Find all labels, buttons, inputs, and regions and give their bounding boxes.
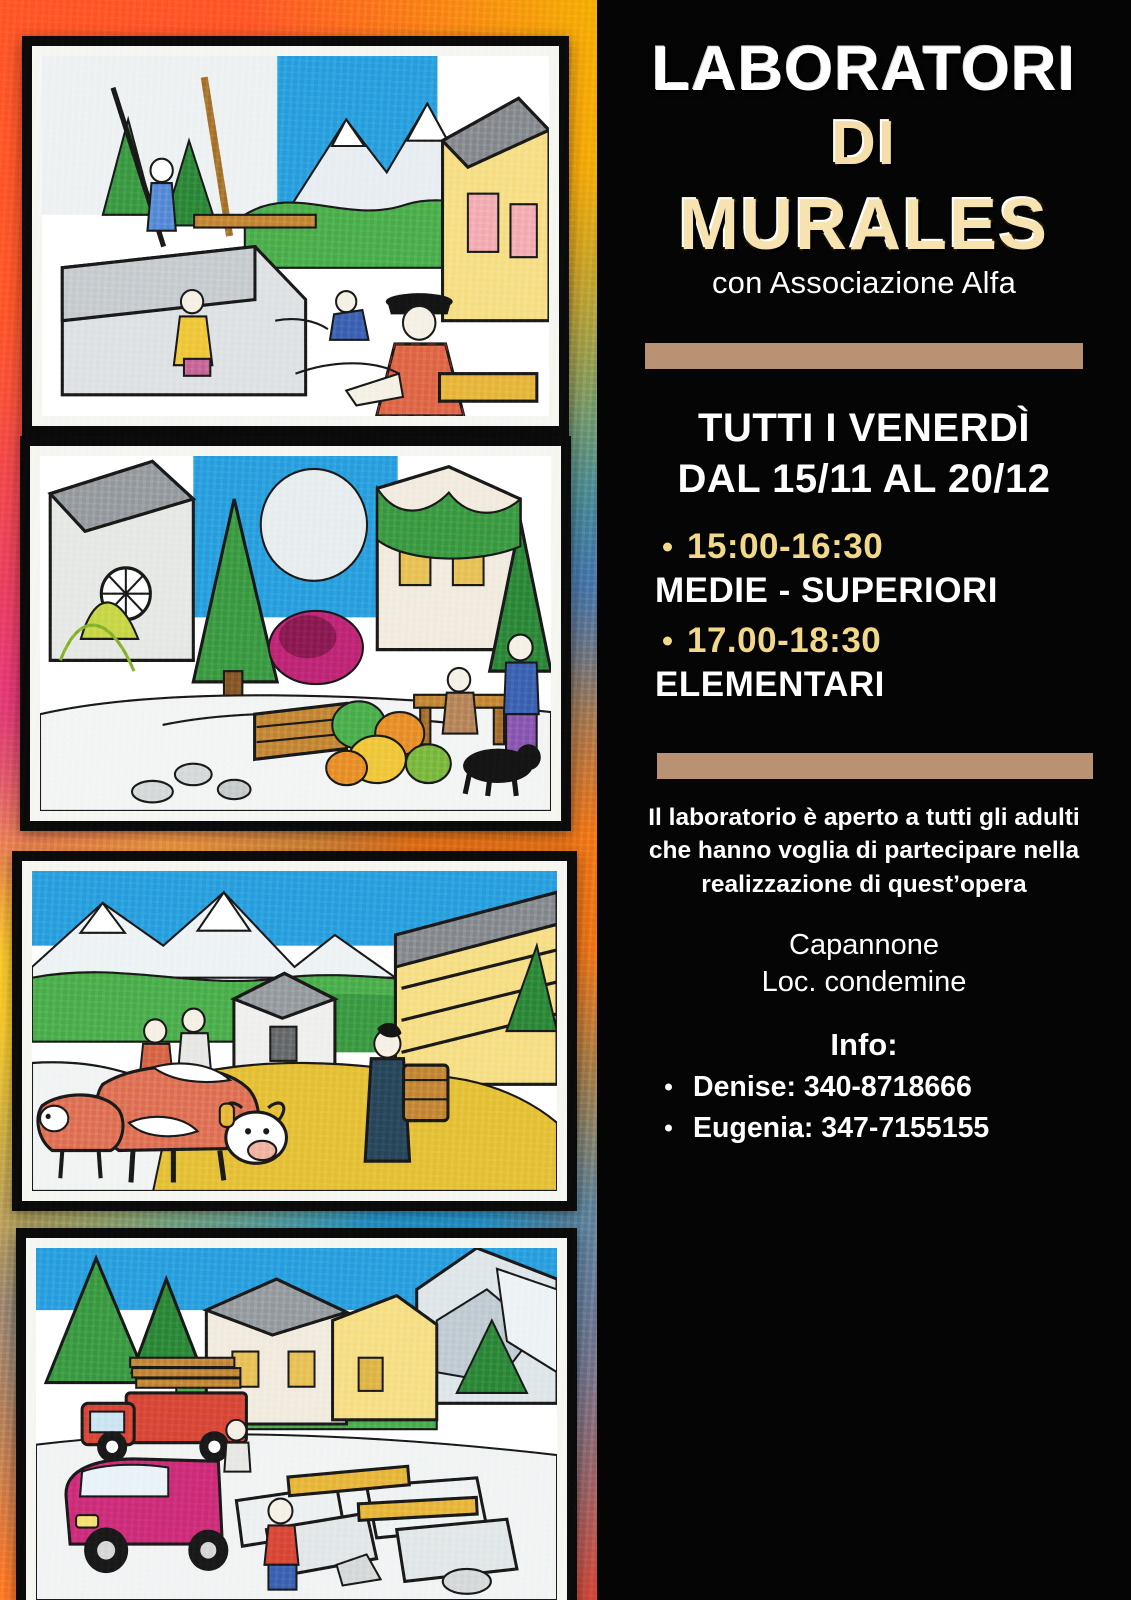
slot-group-1: MEDIE - SUPERIORI bbox=[655, 571, 998, 611]
artwork-frame-4 bbox=[16, 1228, 577, 1600]
participation-note: Il laboratorio è aperto a tutti gli adulti che hanno voglia di partecipare nella realizzazione di quest’opera bbox=[648, 804, 1080, 898]
venue-line-1: Capannone bbox=[789, 928, 939, 961]
artwork-mat-2 bbox=[30, 446, 561, 821]
poster-subtitle: con Associazione Alfa bbox=[711, 265, 1017, 300]
venue bbox=[623, 927, 1105, 1001]
artwork-mat-3 bbox=[22, 861, 567, 1201]
contact-phone-1[interactable]: 340-8718666 bbox=[803, 1070, 972, 1103]
poster-title-line-3: MURALES bbox=[679, 185, 1049, 265]
bullet-icon bbox=[665, 1084, 672, 1091]
contact-list bbox=[623, 1071, 1105, 1145]
contact-name-1: Denise: bbox=[693, 1070, 796, 1103]
contact-name-2: Eugenia: bbox=[693, 1111, 814, 1144]
artwork-mat-4 bbox=[26, 1238, 567, 1600]
artwork-image-2 bbox=[40, 456, 551, 811]
schedule-dates-line-1: TUTTI I VENERDÌ bbox=[698, 406, 1030, 450]
schedule-dates bbox=[623, 403, 1105, 505]
slot-time-1-label: 15:00-16:30 bbox=[687, 527, 884, 567]
artwork-image-1 bbox=[42, 56, 549, 416]
contact-item-2 bbox=[649, 1112, 1105, 1145]
divider-bar-top bbox=[645, 343, 1083, 369]
schedule-dates-line-2: DAL 15/11 AL 20/12 bbox=[677, 457, 1051, 502]
poster-title-line-2: DI bbox=[831, 109, 897, 178]
schedule-slots bbox=[623, 527, 1105, 705]
contact-phone-2[interactable]: 347-7155155 bbox=[821, 1111, 990, 1144]
contact-item-1 bbox=[649, 1071, 1105, 1104]
artwork-frame-1 bbox=[22, 36, 569, 436]
slot-time-1 bbox=[651, 527, 1105, 567]
poster-title-line-1: LABORATORI bbox=[651, 34, 1077, 104]
venue-line-2: Loc. condemine bbox=[761, 965, 967, 998]
slot-group-2: ELEMENTARI bbox=[655, 665, 885, 705]
info-heading: Info: bbox=[830, 1026, 898, 1062]
artwork-image-3 bbox=[32, 871, 557, 1191]
info-column bbox=[597, 0, 1131, 1600]
artwork-frame-2 bbox=[20, 436, 571, 831]
bullet-icon bbox=[665, 1125, 672, 1132]
artwork-mat-1 bbox=[32, 46, 559, 426]
artwork-image-4 bbox=[36, 1248, 557, 1600]
slot-time-2-label: 17.00-18:30 bbox=[687, 621, 882, 661]
divider-bar-bottom bbox=[657, 753, 1093, 779]
artwork-frame-3 bbox=[12, 851, 577, 1211]
bullet-icon bbox=[663, 637, 672, 646]
slot-time-2 bbox=[651, 621, 1105, 661]
bullet-icon bbox=[663, 543, 672, 552]
